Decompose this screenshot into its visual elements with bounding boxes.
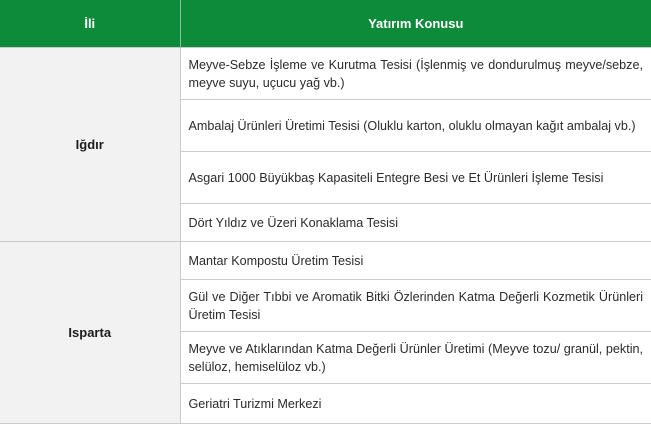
province-cell-igdir: Iğdır: [0, 48, 180, 242]
table-row: [0, 242, 651, 280]
header-investment-subject: Yatırım Konusu: [180, 0, 651, 48]
investment-item: Mantar Kompostu Üretim Tesisi: [180, 242, 651, 280]
table-body: [0, 48, 651, 424]
header-province: İli: [0, 0, 180, 48]
table-row: [0, 48, 651, 100]
table-header: [0, 0, 651, 48]
investment-item: Asgari 1000 Büyükbaş Kapasiteli Entegre Besi ve Et Ürünleri İşleme Tesisi: [180, 152, 651, 204]
investment-item: Gül ve Diğer Tıbbi ve Aromatik Bitki Özlerinden Katma Değerli Kozmetik Ürünleri Üretim Tesisi: [180, 280, 651, 332]
header-row: [0, 0, 651, 48]
investment-item: Geriatri Turizmi Merkezi: [180, 384, 651, 424]
investment-item: Meyve ve Atıklarından Katma Değerli Ürünler Üretimi (Meyve tozu/ granül, pektin, selüloz, hemiselüloz vb.): [180, 332, 651, 384]
investment-item: Ambalaj Ürünleri Üretimi Tesisi (Oluklu karton, oluklu olmayan kağıt ambalaj vb.): [180, 100, 651, 152]
investment-item: Dört Yıldız ve Üzeri Konaklama Tesisi: [180, 204, 651, 242]
investment-item: Meyve-Sebze İşleme ve Kurutma Tesisi (İşlenmiş ve dondurulmuş meyve/sebze, meyve suyu, uçucu yağ vb.): [180, 48, 651, 100]
province-cell-isparta: Isparta: [0, 242, 180, 424]
